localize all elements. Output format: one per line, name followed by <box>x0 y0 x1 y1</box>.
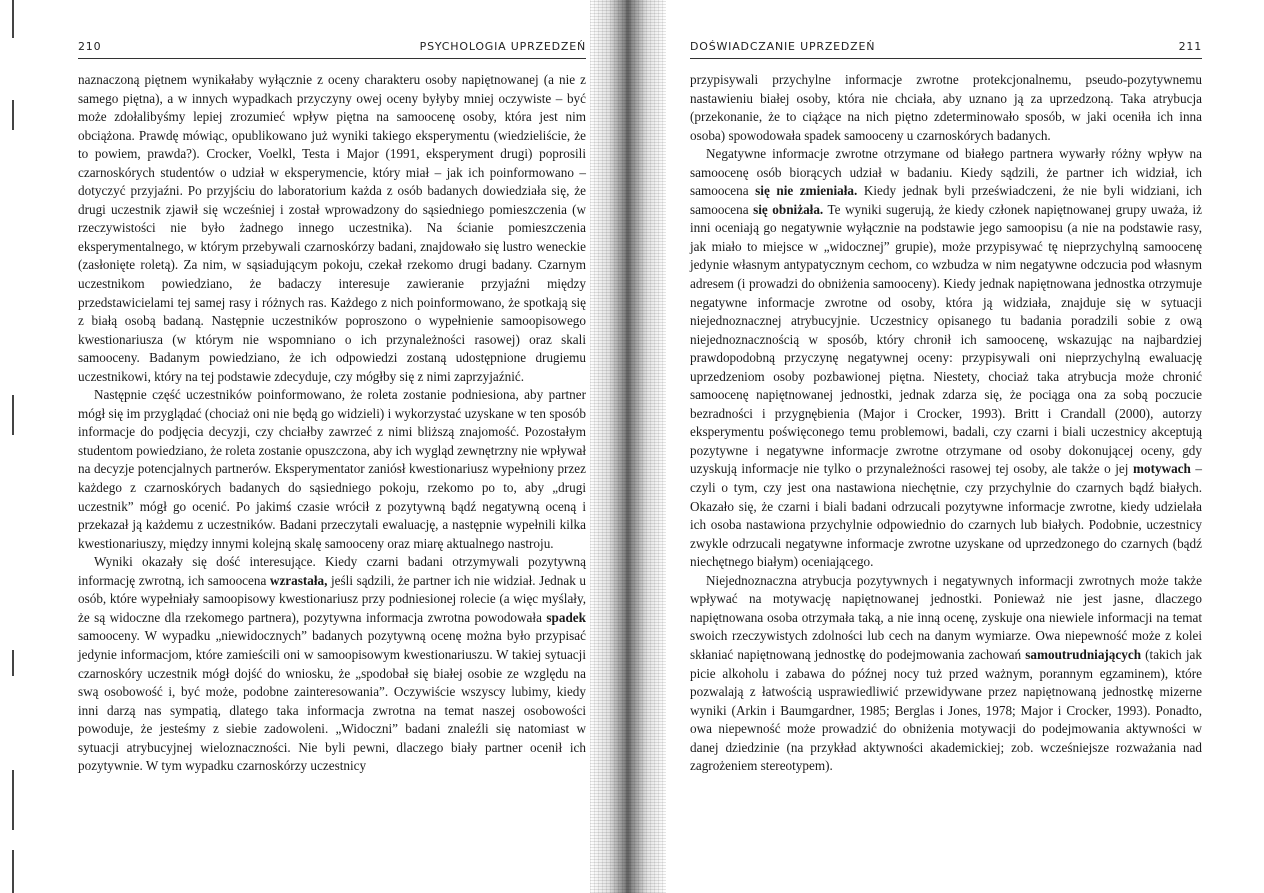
right-body-text <box>690 71 1202 776</box>
paragraph <box>78 71 586 386</box>
left-body-text <box>78 71 586 776</box>
left-page <box>0 0 600 893</box>
paragraph <box>78 553 586 776</box>
right-page-number: 211 <box>1178 40 1202 53</box>
left-page-number: 210 <box>78 40 102 53</box>
text-run: naznaczoną piętnem wynikałaby wyłącznie z oceny charakteru osoby napiętnowanej (a nie z samego piętna), a w innych wypadkach przyczyny owej oceny byłyby mniej oczywiste – być może zdołalibyśmy lepiej zrozumieć wpływ piętna na samoocenę osoby, która jest nim obciążona. Prawdę mówiąc, opublikowano już wyniki takiego eksperymentu (wiedzieliście, że to powiem, prawda?). Crocker, Voelkl, Testa i Major (1991, eksperyment drugi) poprosili czarnoskórych studentów o udział w eksperymencie, który miał – jak ich poinformowano – dotyczyć przyjaźni. Po przyjściu do laboratorium każda z osób badanych dowiedziała się, że drugi uczestnik zjawił się wcześniej i został wprowadzony do sąsiedniego pomieszczenia (w rzeczywistości nie było żadnego innego uczestnika). Na ścianie pomieszczenia eksperymentalnego, w którym przebywali czarnoskórzy badani, znajdowało się lustro weneckie (zasłonięte roletą). Za nim, w sąsiadującym pokoju, czekał rzekomo drugi badany. Czarnym uczestnikom powiedziano, że badaczy interesuje zawieranie przyjaźni między przedstawicielami tej samej rasy i różnych ras. Każdego z nich poinformowano, że spotkają się z białą osobą badaną. Następnie uczestników poproszono o wypełnienie samoopisowego kwestionariusza (w którym nie wspomniano o ich przynależności rasowej) oraz skali samooceny. Badanym powiedziano, że ich odpowiedzi zostaną udostępnione drugiemu uczestnikowi, który na tej podstawie zdecyduje, czy mógłby się z nimi zaprzyjaźnić. <box>78 72 586 384</box>
paragraph <box>690 572 1202 776</box>
left-running-title: PSYCHOLOGIA UPRZEDZEŃ <box>419 40 586 53</box>
text-run: jeśli sądzili, że partner ich nie widział. Jednak u osób, które wypełniały samoopisowy kwestionariusz przy podniesionej rolecie (a więc myślały, że są widoczne dla rzekomego partnera), pozytywna informacja zwrotna powodowała <box>78 572 586 625</box>
text-run: Negatywne informacje zwrotne otrzymane od białego partnera wywarły różny wpływ na samoocenę osób biorących udział w badaniu. Kiedy sądzili, że partner ich widział, ich samoocena <box>690 146 1202 199</box>
book-gutter <box>590 0 666 893</box>
text-run: Kiedy jednak byli przeświadczeni, że nie byli widziani, ich samoocena <box>690 183 1202 217</box>
paragraph <box>690 145 1202 572</box>
bold-term: samoutrudniających <box>1025 646 1142 662</box>
bold-term: się nie zmieniała. <box>755 183 858 199</box>
bold-term: się obniżała. <box>753 201 824 217</box>
right-page <box>666 0 1264 893</box>
bold-term: spadek <box>546 609 586 625</box>
right-running-title: DOŚWIADCZANIE UPRZEDZEŃ <box>690 40 876 53</box>
bold-term: motywach <box>1133 461 1191 477</box>
text-run: samooceny. W wypadku „niewidocznych” badanych pozytywną ocenę można było przypisać jedynie informacjom, które zamieścili oni w samoopisowym kwestionariuszu. W takiej sytuacji czarnoskóry uczestnik mógł dojść do wniosku, że „spodobał się białej osobie ze względu na swą osobowość i, być może, podobne zainteresowania”. Oczywiście wszyscy lubimy, kiedy inni darzą nas sympatią, dlatego taka informacja zwrotna na temat naszej osobowości powoduje, że jesteśmy z siebie zadowoleni. „Widoczni” badani znaleźli się natomiast w sytuacji atrybucyjnej wieloznaczności. Nie byli pewni, dlaczego biały partner ocenił ich pozytywnie. W tym wypadku czarnoskórzy uczestnicy <box>78 628 586 774</box>
left-header-rule <box>78 58 586 59</box>
text-run: (takich jak picie alkoholu i zabawa do późnej nocy tuż przed ważnym, porannym egzaminem), które pozwalają z łatwością usprawiedliwić przewidywane przez napiętnowaną jednostkę mizerne wyniki (Arkin i Baumgardner, 1985; Berglas i Jones, 1978; Major i Crocker, 1993). Ponadto, owa niepewność może prowadzić do obniżenia motywacji do podejmowania aktywności w danej dziedzinie (na przykład aktywności akademickiej; zob. wcześniejsze rozważania nad zagrożeniem stereotypem). <box>690 646 1202 774</box>
paragraph <box>78 386 586 553</box>
text-run: Niejednoznaczna atrybucja pozytywnych i negatywnych informacji zwrotnych może także wpływać na motywację napiętnowanej jednostki. Ponieważ nie jest jasne, dlaczego napiętnowana osoba otrzymała taką, a nie inną ocenę, zyskuje ona niewiele informacji na temat swoich rzeczywistych zdolności lub cech na danym wymiarze. Owa niepewność może z kolei skłaniać napiętnowaną jednostkę do podejmowania zachowań <box>690 572 1202 662</box>
text-run: Wyniki okazały się dość interesujące. Kiedy czarni badani otrzymywali pozytywną informację zwrotną, ich samoocena <box>78 554 586 588</box>
text-run: Te wyniki sugerują, że kiedy członek napiętnowanej grupy uważa, iż inni oceniają go negatywnie wyłącznie na podstawie jego samoopisu (a nie na podstawie rasy, jak miało to miejsce w „widocznej” grupie), może przypisywać tę nieprzychylną samoocenę jedynie własnym antypatycznym cechom, co wzbudza w nim negatywne odczucia pod własnym adresem (i prowadzi do obniżenia samooceny). Kiedy jednak napiętnowana jednostka otrzymuje negatywne informacje zwrotne od osoby, która ją widziała, znajduje się w sytuacji niejednoznacznej atrybucyjnie. Uczestnicy opisanego tu badania poradzili sobie z ową niejednoznacznością w sposób, który chronił ich samoocenę, wskazując na najbardziej prawdopodobną przyczynę negatywnej oceny: przypisywali oni nieprzychylną ewaluację uprzedzeniom osoby pozbawionej piętna. Niestety, chociaż taka atrybucja może chronić samoocenę napiętnowanej jednostki, jednak zdarza się, że pociąga ona za sobą poczucie bezradności i przygnębienia (Major i Crocker, 1993). Britt i Crandall (2000), autorzy eksperymentu poświęconego temu problemowi, badali, czy czarni i biali uczestnicy akceptują pozytywne i negatywne informacje zwrotne otrzymane od osoby dokonującej oceny, gdy uzyskują informacje nie tylko o przynależności rasowej tej osoby, ale także o jej <box>690 201 1202 477</box>
text-run: – czyli o tym, czy jest ona nastawiona niechętnie, czy przychylnie do czarnych bądź białych. Okazało się, że czarni i biali badani odrzucali pozytywne informacje zwrotne, kiedy udzielała ich osoba nastawiona przychylnie odpowiednio do czarnych lub białych. Podobnie, uczestnicy zwykle odrzucali negatywne informacje zwrotne uzyskane od uprzedzonego do czarnych (bądź niechętnego białym) oceniającego. <box>690 461 1203 570</box>
paragraph <box>690 71 1202 145</box>
left-page-header <box>78 40 586 58</box>
right-page-header <box>690 40 1202 58</box>
bold-term: wzrastała, <box>269 572 328 588</box>
right-header-rule <box>690 58 1202 59</box>
text-run: przypisywali przychylne informacje zwrotne protekcjonalnemu, pseudo-pozytywnemu nastawieniu białej osoby, która nie chciała, aby uznano ją za uprzedzoną. Taka atrybucja (przekonanie, że to ciążące na nich piętno zdeterminowało sposób, w jaki oceniła ich inna osoba) spowodowała spadek samooceny u czarnoskórych badanych. <box>690 72 1202 143</box>
text-run: Następnie część uczestników poinformowano, że roleta zostanie podniesiona, aby partner mógł się im przyglądać (chociaż oni nie będą go widzieli) i wykorzystać uzyskane w ten sposób informacje do podjęcia decyzji, czy chciałby zawrzeć z nimi bliższą znajomość. Pozostałym studentom powiedziano, że roleta zostanie opuszczona, aby ich wygląd zewnętrzny nie wpływał na decyzje potencjalnych partnerów. Eksperymentator zaniósł kwestionariusz wypełniony przez każdego z czarnoskórych badanych do sąsiedniego pokoju, rzekomo po to, aby „drugi uczestnik” mógł go ocenić. Po jakimś czasie wrócił z pozytywną bądź negatywną oceną i przekazał ją każdemu z uczestników. Badani przeczytali ewaluację, a następnie wypełnili kilka kwestionariuszy, między innymi kolejną skalę samooceny oraz miarę aktualnego nastroju. <box>78 387 586 551</box>
